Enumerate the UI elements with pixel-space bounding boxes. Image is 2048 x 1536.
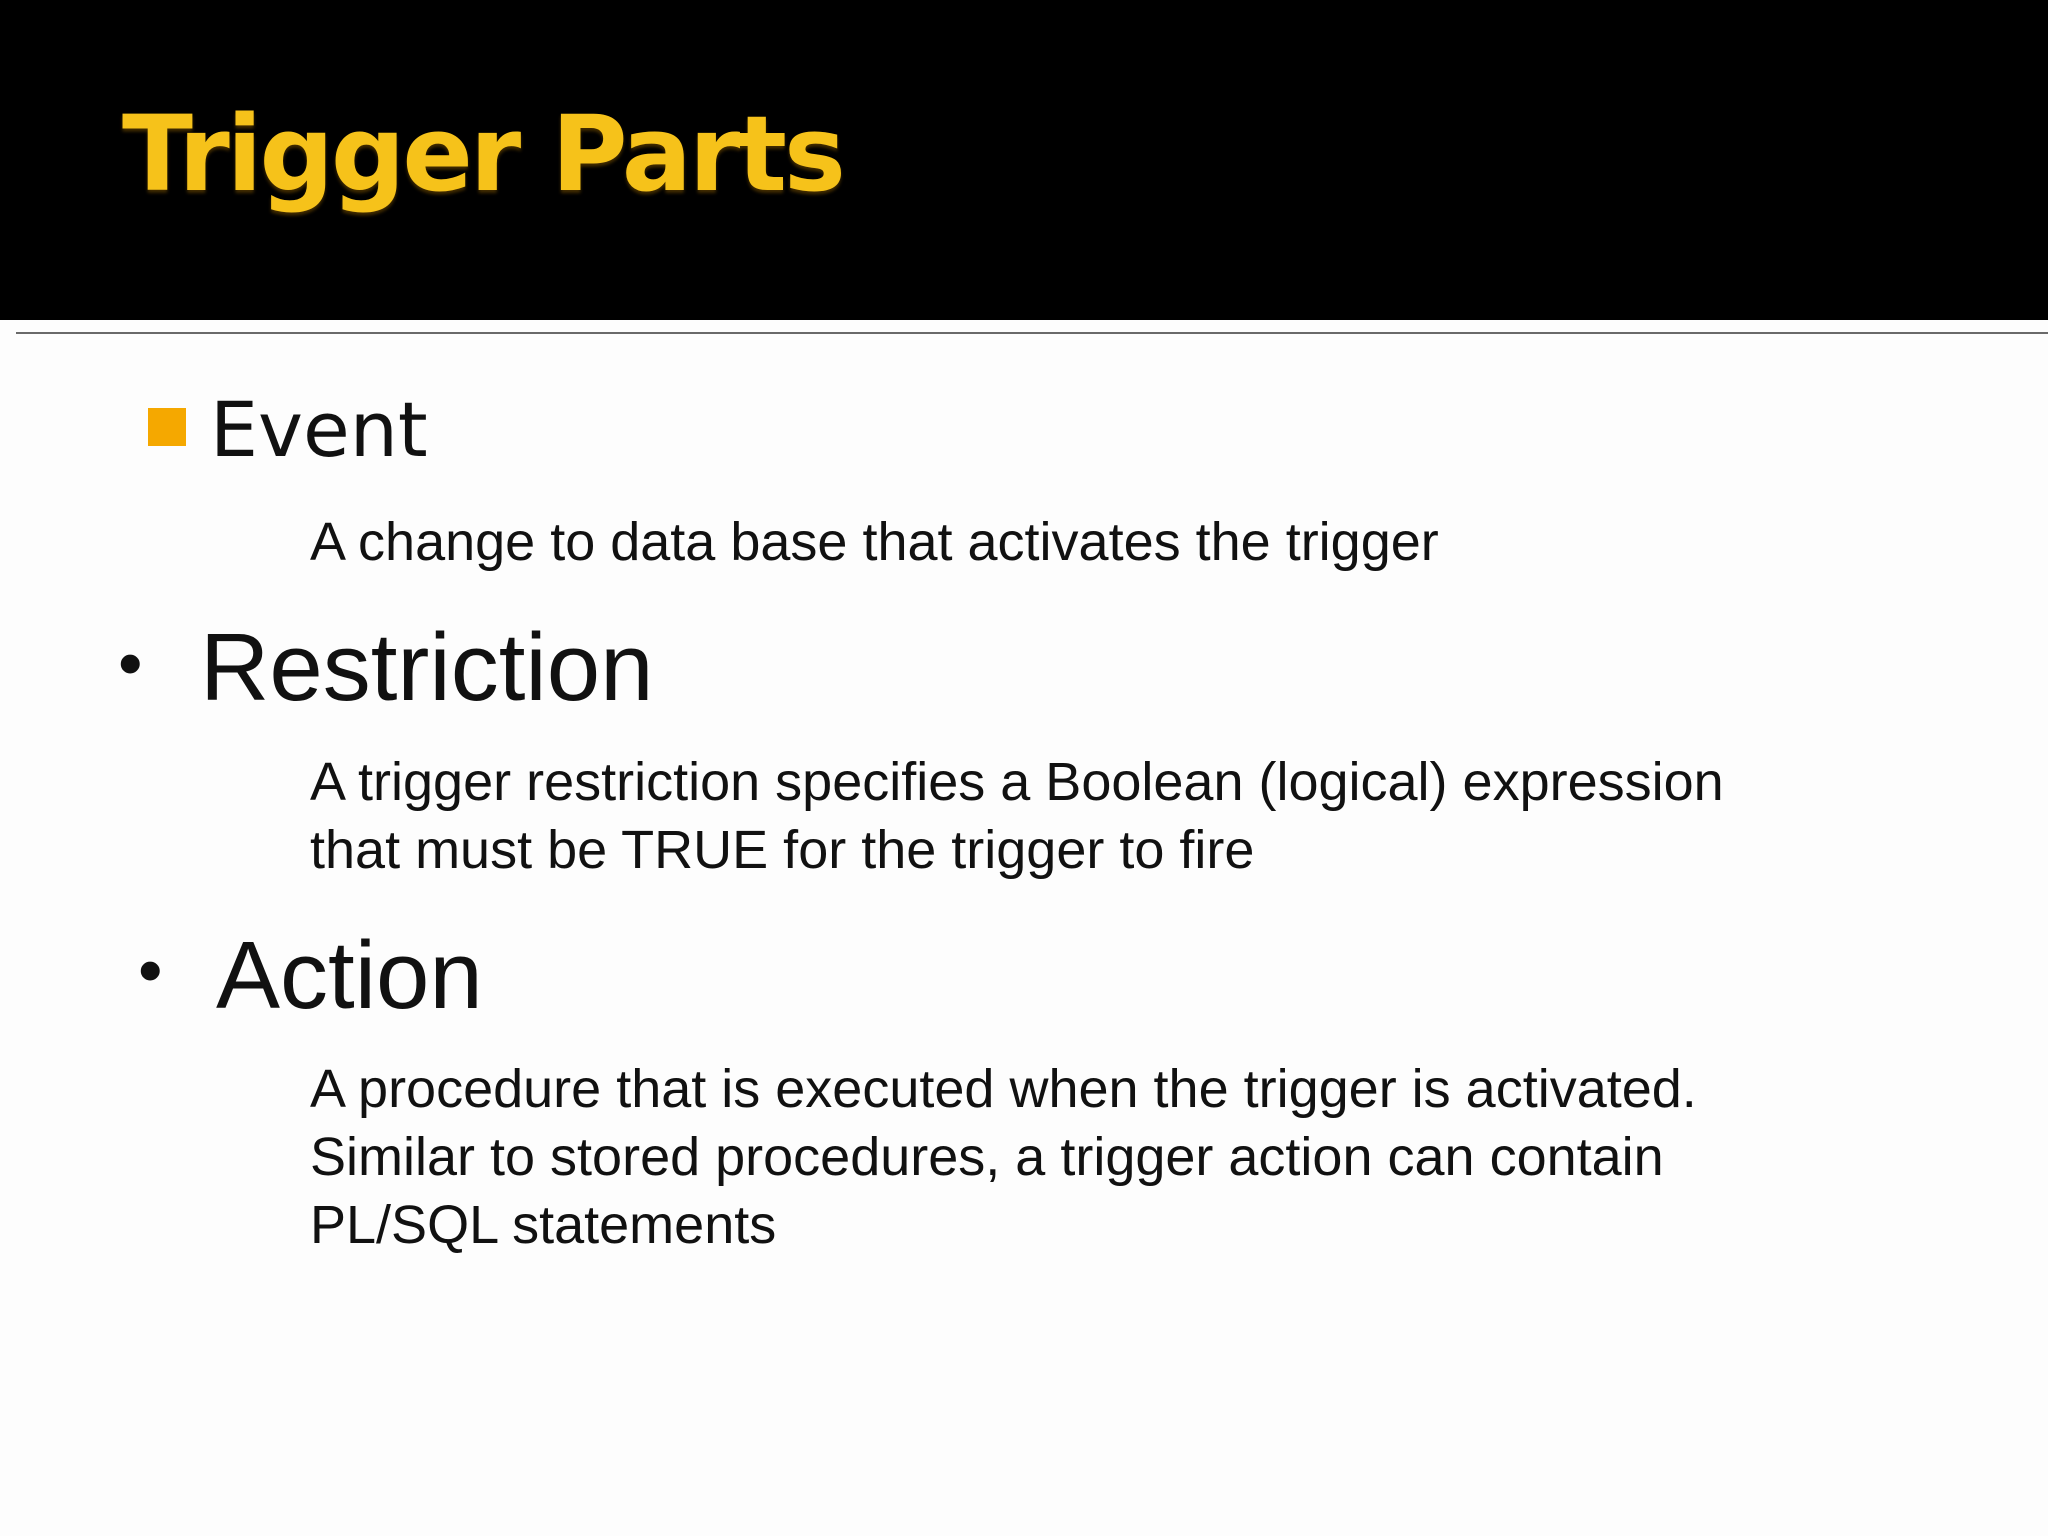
heading-restriction: Restriction xyxy=(200,614,654,721)
bullet-dot-icon: • xyxy=(118,624,143,702)
slide-title: Trigger Parts xyxy=(122,93,843,215)
title-bar xyxy=(0,0,2048,320)
heading-event: Event xyxy=(210,385,428,474)
action-description xyxy=(310,1055,1697,1259)
action-description-line: A procedure that is executed when the trigger is activated. xyxy=(310,1059,1697,1119)
restriction-description xyxy=(310,748,1724,884)
action-description-line: Similar to stored procedures, a trigger action can contain xyxy=(310,1127,1664,1187)
action-description-line: PL/SQL statements xyxy=(310,1195,777,1255)
event-description-line: A change to data base that activates the trigger xyxy=(310,512,1439,572)
square-bullet-icon xyxy=(148,408,186,446)
restriction-description-line: A trigger restriction specifies a Boolean (logical) expression xyxy=(310,752,1724,812)
bullet-dot-icon: • xyxy=(138,931,163,1009)
title-divider xyxy=(16,332,2048,334)
restriction-description-line: that must be TRUE for the trigger to fire xyxy=(310,820,1255,880)
heading-action: Action xyxy=(216,922,483,1029)
event-description xyxy=(310,508,1439,576)
